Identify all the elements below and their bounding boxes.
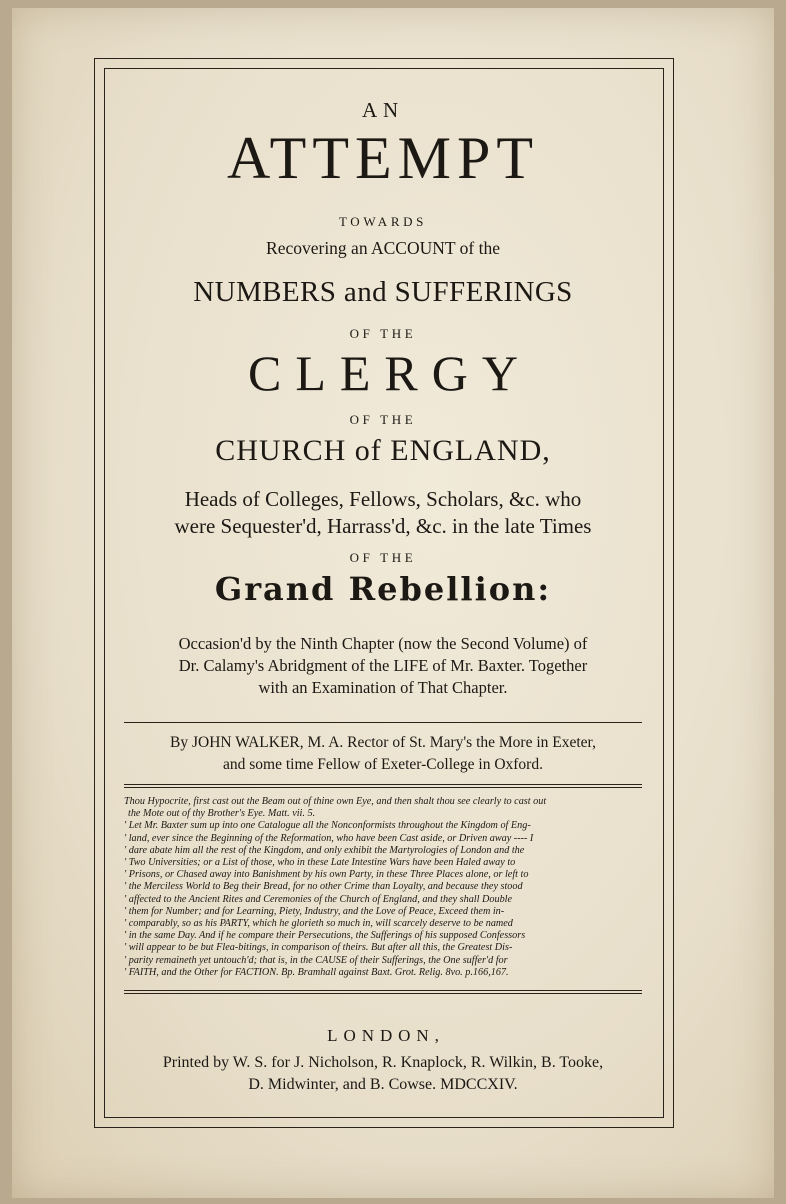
- epigraph: [124, 796, 644, 979]
- epigraph-line: ' them for Number; and for Learning, Piety, Industry, and the Love of Peace, Exceed them in-: [124, 905, 505, 917]
- rule-above-epigraph-2: [124, 787, 642, 788]
- title-page-content: [104, 68, 662, 1116]
- epigraph-line: ' FAITH, and the Other for FACTION. Bp. Bramhall against Baxt. Grot. Relig. 8vo. p.166,167.: [124, 966, 509, 978]
- title-heads-2: were Sequester'd, Harrass'd, &c. in the late Times: [174, 514, 592, 538]
- title-rebellion: Grand Rebellion:: [214, 570, 552, 608]
- epigraph-line: ' parity remaineth yet untouch'd; that is, in the CAUSE of their Sufferings, the One suffer'd for: [124, 954, 508, 966]
- rule-above-author: [124, 722, 642, 723]
- author-line-1: By JOHN WALKER, M. A. Rector of St. Mary's the More in Exeter,: [170, 734, 596, 751]
- title-of-the-2: OF THE: [349, 412, 417, 427]
- occasion-line-3: with an Examination of That Chapter.: [258, 678, 508, 697]
- epigraph-line: ' land, ever since the Beginning of the Reformation, who have been Cast aside, or Driven away ---- I: [124, 832, 534, 844]
- rule-below-epigraph-2: [124, 993, 642, 994]
- title-an: AN: [361, 98, 405, 122]
- epigraph-line: ' Prisons, or Chased away into Banishment by his own Party, in these Three Places alone, or left to: [124, 869, 529, 881]
- epigraph-line: ' the Merciless World to Beg their Bread, for no other Crime than Loyalty, and because they stood: [124, 881, 523, 893]
- title-of-the-3: OF THE: [349, 550, 417, 565]
- imprint-city: LONDON,: [327, 1026, 445, 1045]
- epigraph-line: ' dare abate him all the rest of the Kingdom, and only exhibit the Martyrologies of London and the: [124, 844, 525, 856]
- epigraph-line: ' Let Mr. Baxter sum up into one Catalogue all the Nonconformists throughout the Kingdom of Eng-: [124, 820, 531, 832]
- occasion-line-2: Dr. Calamy's Abridgment of the LIFE of Mr. Baxter. Together: [178, 656, 588, 675]
- epigraph-line: the Mote out of thy Brother's Eye. Matt. vii. 5.: [128, 808, 316, 820]
- epigraph-line: ' in the same Day. And if he compare their Persecutions, the Sufferings of his supposed Confessors: [124, 930, 526, 942]
- title-attempt: ATTEMPT: [227, 125, 539, 191]
- imprint-line-2: D. Midwinter, and B. Cowse. MDCCXIV.: [248, 1076, 518, 1093]
- epigraph-line: Thou Hypocrite, first cast out the Beam out of thine own Eye, and then shalt thou see clearly to cast out: [124, 796, 547, 807]
- title-recovering: Recovering an ACCOUNT of the: [266, 238, 500, 258]
- title-of-the-1: OF THE: [349, 326, 417, 341]
- rule-below-epigraph: [124, 990, 642, 991]
- book-page: [12, 8, 774, 1198]
- epigraph-line: ' affected to the Ancient Rites and Ceremonies of the Church of England, and they shall Double: [124, 893, 513, 905]
- imprint-line-1: Printed by W. S. for J. Nicholson, R. Knaplock, R. Wilkin, B. Tooke,: [162, 1054, 604, 1071]
- epigraph-line: ' Two Universities; or a List of those, who in these Late Intestine Wars have been Haled away to: [124, 857, 516, 869]
- title-heads-1: Heads of Colleges, Fellows, Scholars, &c. who: [184, 487, 582, 511]
- title-clergy: CLERGY: [248, 345, 532, 401]
- author-line-2: and some time Fellow of Exeter-College in Oxford.: [223, 756, 543, 773]
- title-church: CHURCH of ENGLAND,: [215, 434, 551, 467]
- title-towards: TOWARDS: [338, 214, 428, 229]
- title-numbers: NUMBERS and SUFFERINGS: [193, 276, 573, 308]
- rule-above-epigraph: [124, 784, 642, 785]
- occasion-line-1: Occasion'd by the Ninth Chapter (now the Second Volume) of: [178, 634, 588, 653]
- epigraph-line: ' will appear to be but Flea-bitings, in comparison of theirs. But after all this, the Greatest Dis-: [124, 942, 513, 954]
- epigraph-line: ' comparably, so as his PARTY, which he glorieth so much in, will scarcely deserve to be named: [124, 918, 513, 930]
